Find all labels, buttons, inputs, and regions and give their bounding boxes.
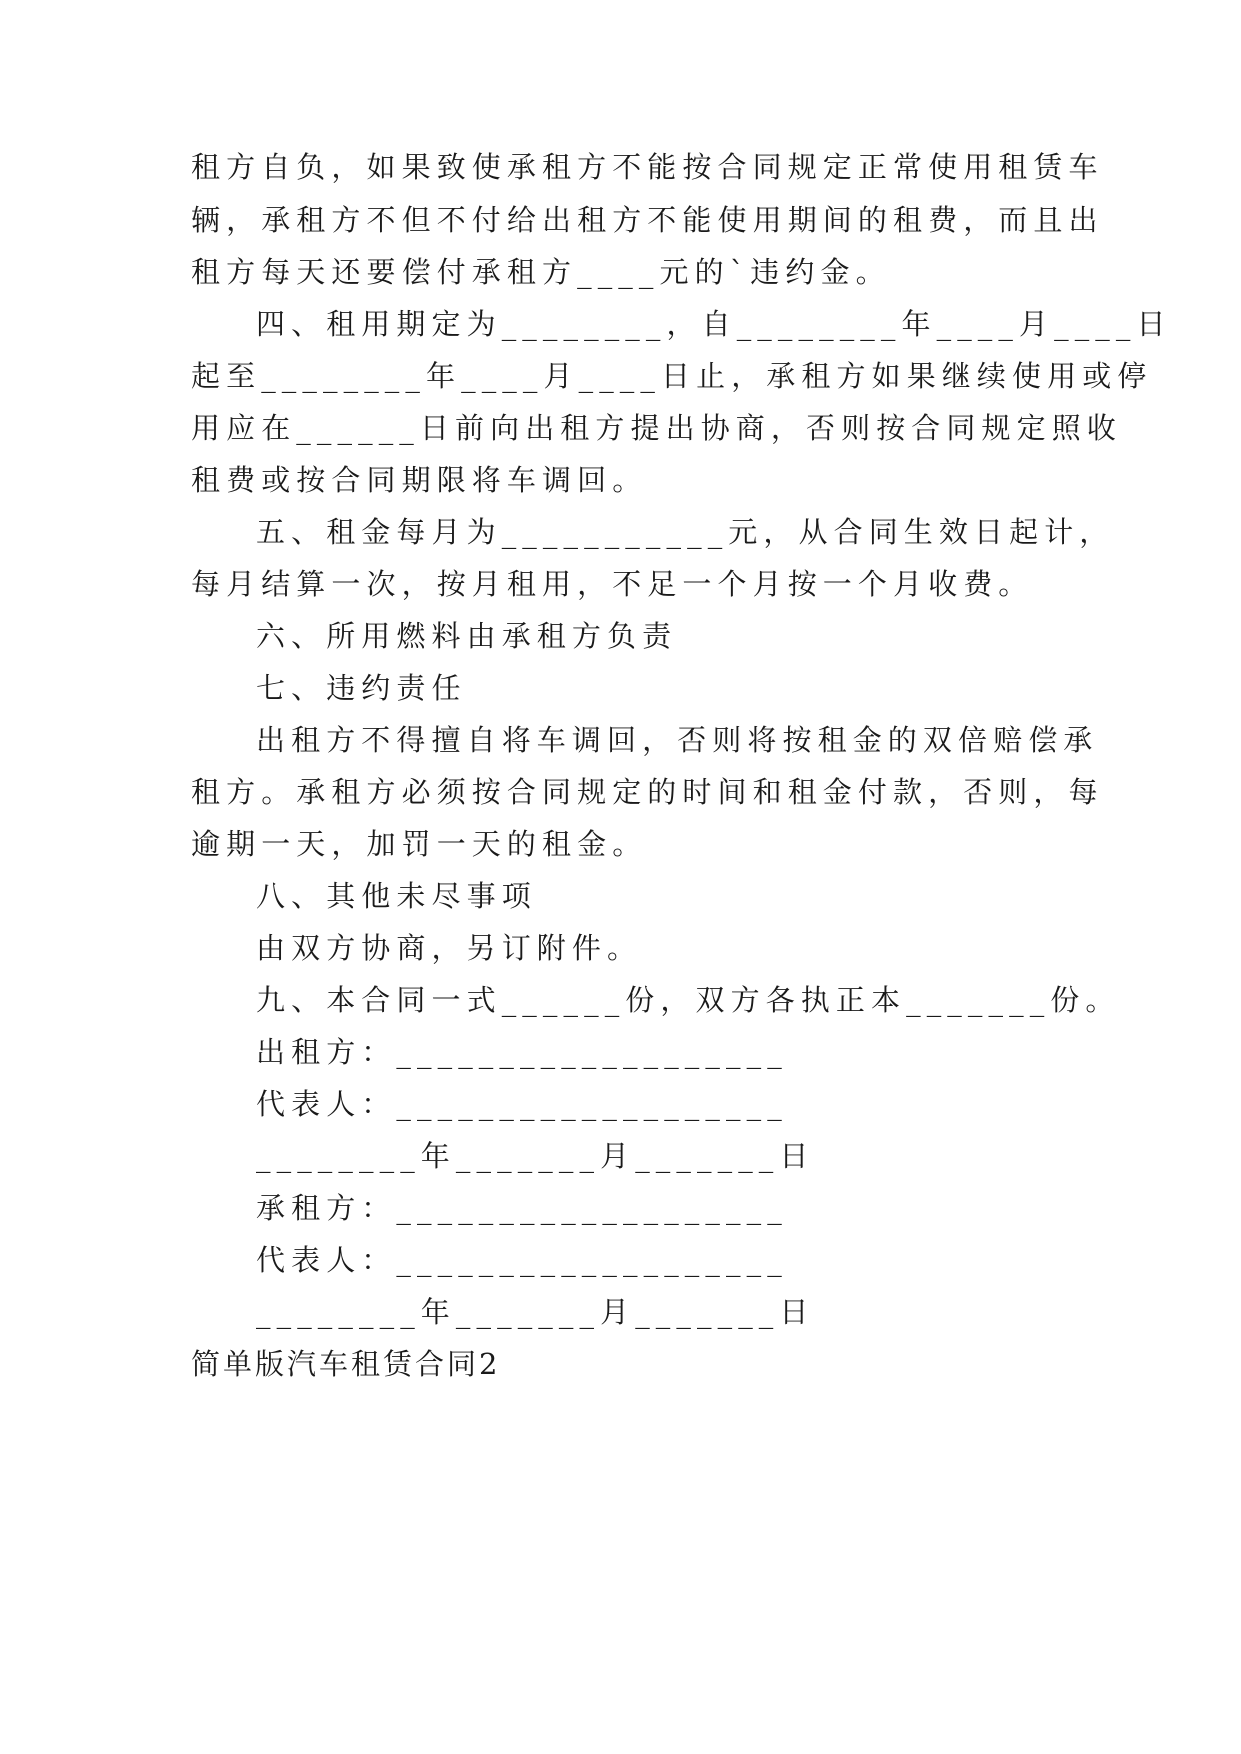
- lessee-representative-line: 代表人：___________________: [256, 1243, 788, 1277]
- clause-9-line: 九、本合同一式______份，双方各执正本_______份。: [256, 983, 1121, 1017]
- text-line: 出租方不得擅自将车调回，否则将按租金的双倍赔偿承: [256, 723, 1099, 757]
- clause-7-heading: 七、违约责任: [256, 671, 467, 705]
- lessee-signature-line: 承租方：___________________: [256, 1191, 788, 1225]
- lessor-date-line: ________年_______月_______日: [256, 1139, 815, 1173]
- text-line: 逾期一天，加罚一天的租金。: [191, 827, 648, 861]
- clause-5-line: 五、租金每月为___________元，从合同生效日起计，: [256, 515, 1115, 549]
- clause-8-heading: 八、其他未尽事项: [256, 879, 537, 913]
- lessor-representative-line: 代表人：___________________: [256, 1087, 788, 1121]
- clause-6-line: 六、所用燃料由承租方负责: [256, 619, 678, 653]
- clause-4-line: 四、租用期定为________，自________年____月____日: [256, 307, 1172, 341]
- text-line: 租方。承租方必须按合同规定的时间和租金付款，否则，每: [191, 775, 1104, 809]
- lessor-signature-line: 出租方：___________________: [256, 1035, 788, 1069]
- text-line: 租方自负，如果致使承租方不能按合同规定正常使用租赁车: [191, 150, 1104, 184]
- lessee-date-line: ________年_______月_______日: [256, 1295, 815, 1329]
- text-line: 起至________年____月____日止，承租方如果继续使用或停: [191, 359, 1153, 393]
- text-line: 辆，承租方不但不付给出租方不能使用期间的租费，而且出: [191, 203, 1104, 237]
- text-line: 租费或按合同期限将车调回。: [191, 463, 648, 497]
- text-line: 用应在______日前向出租方提出协商，否则按合同规定照收: [191, 411, 1122, 445]
- text-line: 由双方协商，另订附件。: [256, 931, 643, 965]
- text-line: 租方每天还要偿付承租方____元的`违约金。: [191, 255, 891, 289]
- section-heading: 简单版汽车租赁合同2: [191, 1347, 501, 1381]
- text-line: 每月结算一次，按月租用，不足一个月按一个月收费。: [191, 567, 1034, 601]
